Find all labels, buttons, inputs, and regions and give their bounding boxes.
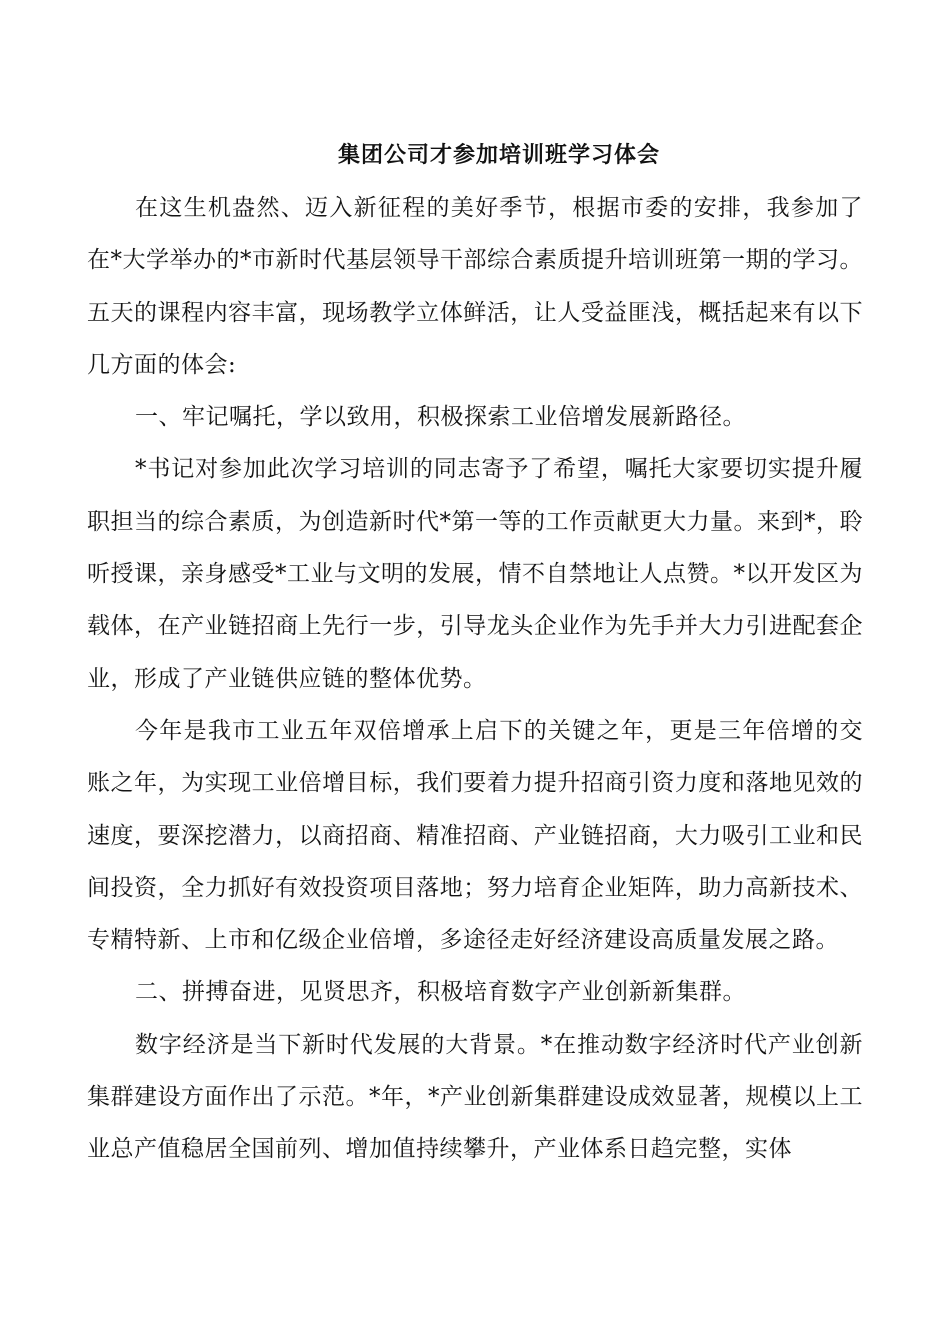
section-heading-2: 二、拼搏奋进，见贤思齐，积极培育数字产业创新新集群。 [135,979,746,1006]
paragraph-section-1a: *书记对参加此次学习培训的同志寄予了希望，嘱托大家要切实提升履职担当的综合素质，为创造新时代*第一等的工作贡献更大力量。来到*，聆听授课，亲身感受*工业与文明的发展，情不自禁地让人点赞。*以开发区为载体，在产业链招商上先行一步，引导龙头企业作为先手并大力引进配套企业，形成了产业链供应链的整体优势。 [87,456,863,692]
paragraph-intro: 在这生机盎然、迈入新征程的美好季节，根据市委的安排，我参加了在*大学举办的*市新时代基层领导干部综合素质提升培训班第一期的学习。五天的课程内容丰富，现场教学立体鲜活，让人受益匪浅，概括起来有以下几方面的体会: [87,195,863,378]
section-heading-1: 一、牢记嘱托，学以致用，积极探索工业倍增发展新路径。 [135,404,746,431]
document-title: 集团公司才参加培训班学习体会 [337,142,660,168]
paragraph-section-1b: 今年是我市工业五年双倍增承上启下的关键之年，更是三年倍增的交账之年，为实现工业倍增目标，我们要着力提升招商引资力度和落地见效的速度，要深挖潜力，以商招商、精准招商、产业链招商，大力吸引工业和民间投资，全力抓好有效投资项目落地；努力培育企业矩阵，助力高新技术、专精特新、上市和亿级企业倍增，多途径走好经济建设高质量发展之路。 [87,717,863,954]
paragraph-section-2a: 数字经济是当下新时代发展的大背景。*在推动数字经济时代产业创新集群建设方面作出了示范。*年，*产业创新集群建设成效显著，规模以上工业总产值稳居全国前列、增加值持续攀升，产业体系日趋完整，实体 [87,1031,863,1163]
document-body [87,182,863,1176]
